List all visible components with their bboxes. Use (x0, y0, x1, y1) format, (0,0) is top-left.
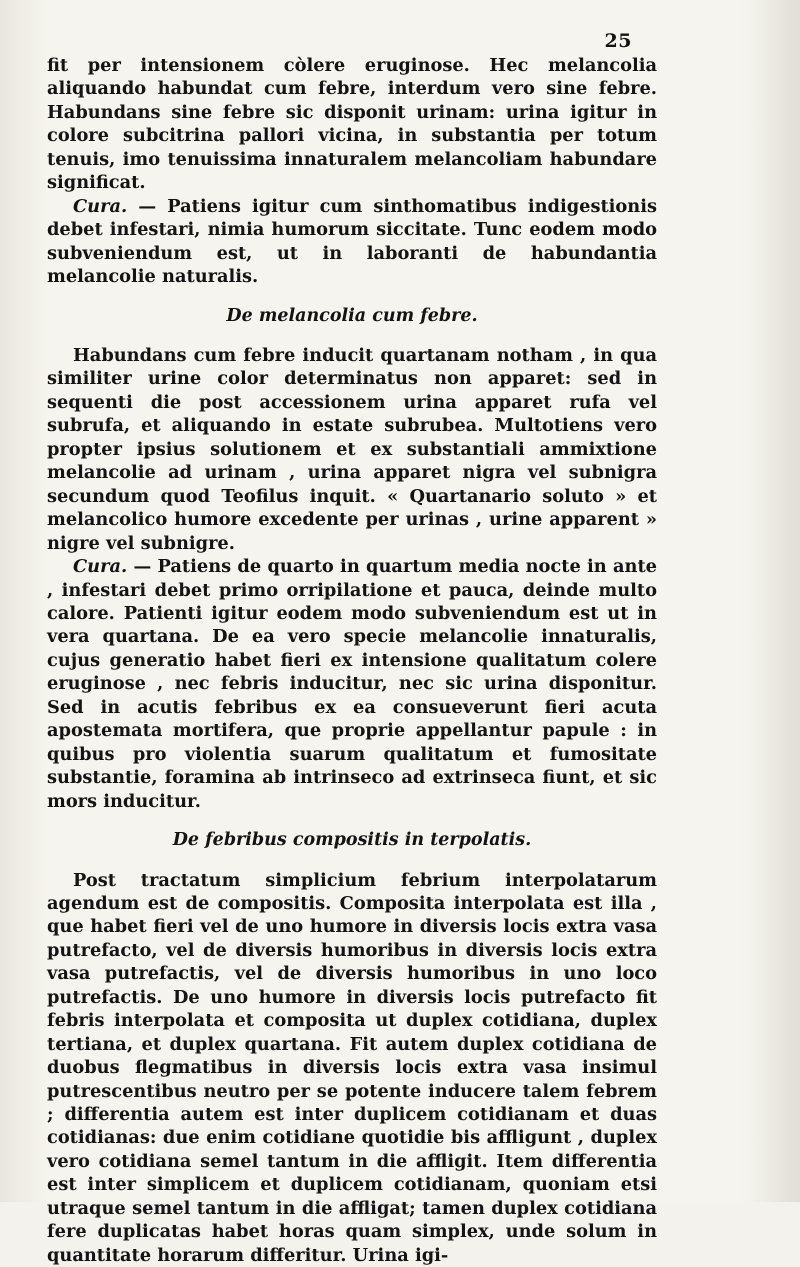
cura-label: Cura. (73, 556, 127, 577)
page-body (47, 54, 657, 1267)
section-heading: De febribus compositis in terpolatis. (47, 829, 657, 852)
section-heading: De melancolia cum febre. (47, 305, 657, 328)
paragraph-continuation: fit per intensionem còlere eruginose. Hec melancolia aliquando habundat cum febre, interdum vero sine febre. Habundans sine febre sic disponit urinam: urina igitur in colore subcitrina pallori vicina, in substantia per totum tenuis, imo tenuissima innaturalem melancoliam habundare significat. (47, 54, 657, 195)
page-number: 25 (605, 30, 632, 52)
paragraph-cura-1 (47, 195, 657, 289)
paragraph-febribus-compositis: Post tractatum simplicium febrium interpolatarum agendum est de compositis. Composita interpolata est illa , que habet fieri vel de uno humore in diversis locis extra vasa putrefacto, vel de diversis humoribus in diversis locis extra vasa putrefactis, vel de diversis humoribus in uno loco putrefactis. De uno humore in diversis locis putrefacto fit febris interpolata et composita ut duplex cotidiana, duplex tertiana, et duplex quartana. Fit autem duplex cotidiana de duobus flegmatibus in diversis locis extra vasa insimul putrescentibus neutro per se potente inducere talem febrem ; differentia autem est inter duplicem cotidianam et duas cotidianas: due enim cotidiane quotidie bis affligunt , duplex vero cotidiana semel tantum in die affligit. Item differentia est inter simplicem et duplicem cotidianam, quoniam etsi utraque semel tantum in die affligat; tamen duplex cotidiana fere duplicatas habet horas quam simplex, unde solum in quantitate horarum differitur. Urina igi- (47, 869, 657, 1267)
cura-text: — Patiens de quarto in quartum media nocte in ante , infestari debet primo orripilatione et pauca, deinde multo calore. Patienti igitur eodem modo subveniendum est ut in vera quartana. De ea vero specie melancolie innaturalis, cujus generatio habet fieri ex intensione qualitatum colere eruginose , nec febris inducitur, nec sic urina disponitur. Sed in acutis febribus ex ea consueverunt fieri acuta apostemata mortifera, que proprie appellantur papule : in quibus pro violentia suarum qualitatum et fumositate substantie, foramina ab intrinseco ad extrinseca fiunt, et sic mors inducitur. (47, 556, 657, 812)
paragraph-melancolia-febre: Habundans cum febre inducit quartanam notham , in qua similiter urine color determinatus non apparet: sed in sequenti die post accessionem urina apparet rufa vel subrufa, et aliquando in estate subrubea. Multotiens vero propter ipsius solutionem et ex substantiali ammixtione melancolie ad urinam , urina apparet nigra vel subnigra secundum quod Teofilus inquit. « Quartanario soluto » et melancolico humore excedente per urinas , urine apparent » nigre vel subnigre. (47, 344, 657, 555)
cura-label: Cura. (73, 196, 127, 217)
page-edge-shadow (740, 0, 800, 1202)
paragraph-cura-2 (47, 555, 657, 813)
cura-text: — Patiens igitur cum sinthomatibus indigestionis debet infestari, nimia humorum siccitate. Tunc eodem modo subveniendum est, ut in laboranti de habundantia melancolie naturalis. (47, 196, 657, 287)
